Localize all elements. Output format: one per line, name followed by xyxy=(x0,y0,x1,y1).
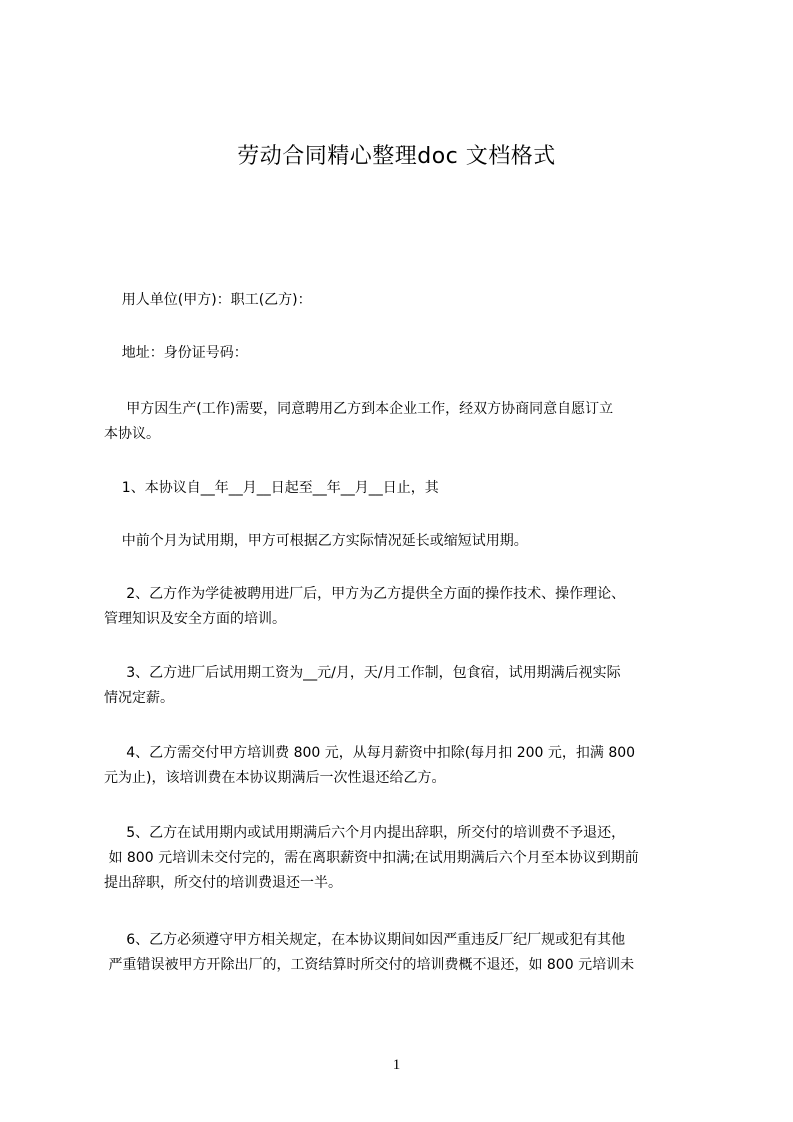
paragraph-address xyxy=(104,341,708,366)
paragraph-line: 4、乙方需交付甲方培训费 800 元，从每月薪资中扣除(每月扣 200 元，扣满 800 xyxy=(104,745,636,761)
paragraph-preamble xyxy=(104,397,708,447)
paragraph-line: 甲方因生产(工作)需要，同意聘用乙方到本企业工作，经双方协商同意自愿订立 xyxy=(104,401,614,417)
paragraph-line: 管理知识及安全方面的培训。 xyxy=(104,611,286,627)
paragraph-line: 1、本协议自__年__月__日起至__年__月__日止，其 xyxy=(104,480,439,496)
paragraph-line: 2、乙方作为学徒被聘用进厂后，甲方为乙方提供全方面的操作技术、操作理论、 xyxy=(104,586,626,602)
paragraph-line: 地址：身份证号码： xyxy=(104,345,248,361)
paragraph-clause-4 xyxy=(104,741,708,791)
paragraph-line: 用人单位(甲方)：职工(乙方)： xyxy=(104,292,312,308)
paragraph-parties xyxy=(104,288,708,313)
paragraph-line: 提出辞职，所交付的培训费退还一半。 xyxy=(104,875,342,891)
paragraph-clause-1 xyxy=(104,476,708,501)
paragraph-line: 如 800 元培训未交付完的，需在离职薪资中扣满;在试用期满后六个月至本协议到期前 xyxy=(104,850,639,866)
paragraph-line: 元为止)，该培训费在本协议期满后一次性退还给乙方。 xyxy=(104,770,446,786)
paragraph-clause-3 xyxy=(104,661,708,711)
paragraph-line: 3、乙方进厂后试用期工资为__元/月，天/月工作制，包食宿，试用期满后视实际 xyxy=(104,665,621,681)
paragraph-line: 情况定薪。 xyxy=(104,690,174,706)
page-number: 1 xyxy=(392,1057,401,1073)
paragraph-clause-2 xyxy=(104,582,708,632)
paragraph-line: 中前个月为试用期，甲方可根据乙方实际情况延长或缩短试用期。 xyxy=(104,533,528,549)
paragraph-line: 6、乙方必须遵守甲方相关规定，在本协议期间如因严重违反厂纪厂规或犯有其他 xyxy=(104,932,626,948)
paragraph-line: 5、乙方在试用期内或试用期满后六个月内提出辞职，所交付的培训费不予退还， xyxy=(104,825,626,841)
paragraph-clause-5 xyxy=(104,821,708,896)
paragraph-probation xyxy=(104,529,708,554)
paragraph-clause-6 xyxy=(104,928,708,978)
paragraph-line: 严重错误被甲方开除出厂的，工资结算时所交付的培训费概不退还，如 800 元培训未 xyxy=(104,957,635,973)
paragraph-line: 本协议。 xyxy=(104,426,160,442)
document-title: 劳动合同精心整理doc 文档格式 xyxy=(237,144,556,169)
